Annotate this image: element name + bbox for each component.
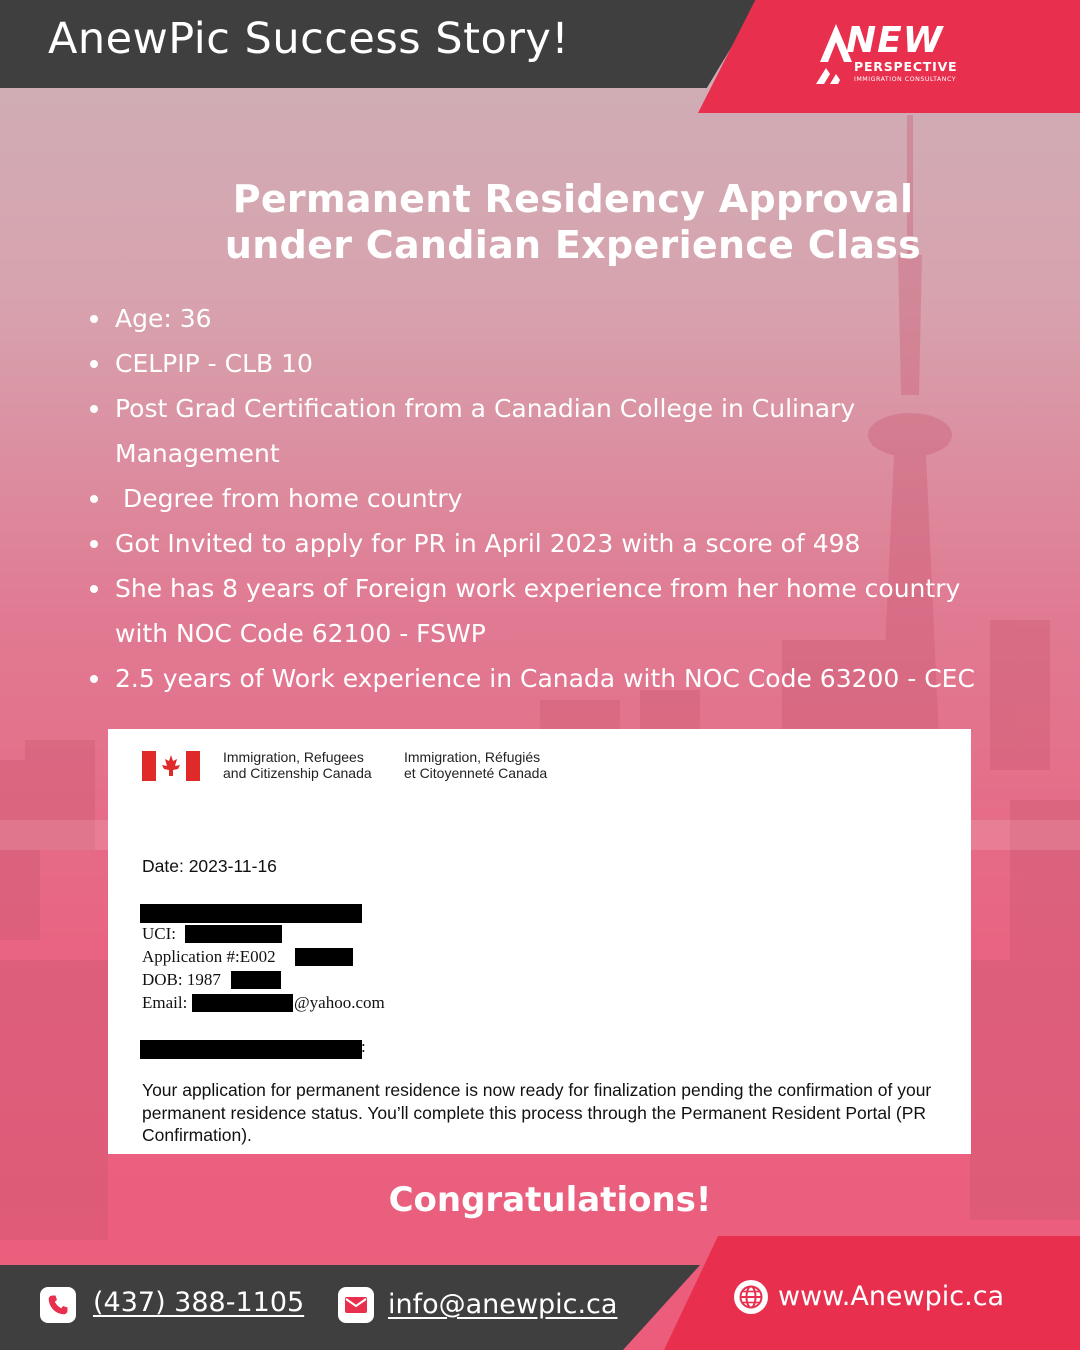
canada-flag-icon	[142, 751, 200, 781]
headline-line-2: under Candian Experience Class	[224, 223, 922, 267]
dob-row	[142, 968, 276, 991]
uci-row	[142, 922, 276, 945]
list-item: Degree from home country	[88, 476, 1048, 521]
logo-word: NEW	[846, 20, 944, 61]
department-name-english	[223, 749, 372, 781]
redacted-email	[192, 994, 293, 1012]
redacted-dob	[231, 971, 281, 989]
redacted-application	[295, 948, 353, 966]
list-item: Age: 36	[88, 296, 1048, 341]
letter-body: Your application for permanent residence is now ready for finalization pending the confirmation of your permanent residence status. You’ll complete this process through the Permanent Resident Portal (PR Confirmation).	[142, 1080, 932, 1145]
department-name-french-line1: Immigration, Réfugiés	[404, 749, 541, 765]
email-label: Email:	[142, 993, 188, 1012]
logo-tagline: IMMIGRATION CONSULTANCY	[854, 76, 957, 83]
list-item: CELPIP - CLB 10	[88, 341, 1048, 386]
list-item: She has 8 years of Foreign work experience from her home country with NOC Code 62100 - FSWP	[88, 566, 1015, 656]
department-name-english-line2: and Citizenship Canada	[223, 765, 372, 781]
letter-date: Date: 2023-11-16	[142, 856, 277, 876]
department-name-french-line2: et Citoyenneté Canada	[404, 765, 548, 781]
globe-icon	[734, 1280, 768, 1314]
phone-link[interactable]: (437) 388-1105	[93, 1287, 305, 1318]
profile-details-list	[88, 296, 1048, 701]
application-label: Application #:E002	[142, 947, 276, 966]
uci-label: UCI:	[142, 924, 176, 943]
applicant-fields	[142, 922, 385, 1014]
website-link[interactable]: www.Anewpic.ca	[778, 1281, 1005, 1312]
email-link[interactable]: info@anewpic.ca	[388, 1289, 618, 1320]
email-row	[142, 991, 385, 1014]
application-row	[142, 945, 276, 968]
headline	[0, 176, 1080, 268]
list-item: Post Grad Certification from a Canadian College in Culinary Management	[88, 386, 915, 476]
redacted-uci	[185, 925, 282, 943]
list-item: Got Invited to apply for PR in April 2023 with a score of 498	[88, 521, 1048, 566]
redacted-salutation	[140, 1040, 362, 1059]
congratulations-text: Congratulations!	[388, 1180, 712, 1220]
salutation-colon: :	[361, 1037, 366, 1056]
headline-line-1: Permanent Residency Approval	[232, 177, 914, 221]
anew-perspective-logo	[816, 22, 986, 90]
phone-icon	[40, 1287, 76, 1323]
dob-label: DOB: 1987	[142, 970, 221, 989]
email-domain: @yahoo.com	[294, 993, 385, 1012]
list-item: 2.5 years of Work experience in Canada with NOC Code 63200 - CEC	[88, 656, 1048, 701]
page-title: AnewPic Success Story!	[48, 14, 570, 64]
department-name-french	[404, 749, 547, 781]
logo-subtitle: PERSPECTIVE	[854, 59, 958, 74]
mail-icon	[338, 1287, 374, 1323]
department-name-english-line1: Immigration, Refugees	[223, 749, 364, 765]
approval-letter	[108, 729, 971, 1154]
redacted-name	[140, 904, 362, 923]
